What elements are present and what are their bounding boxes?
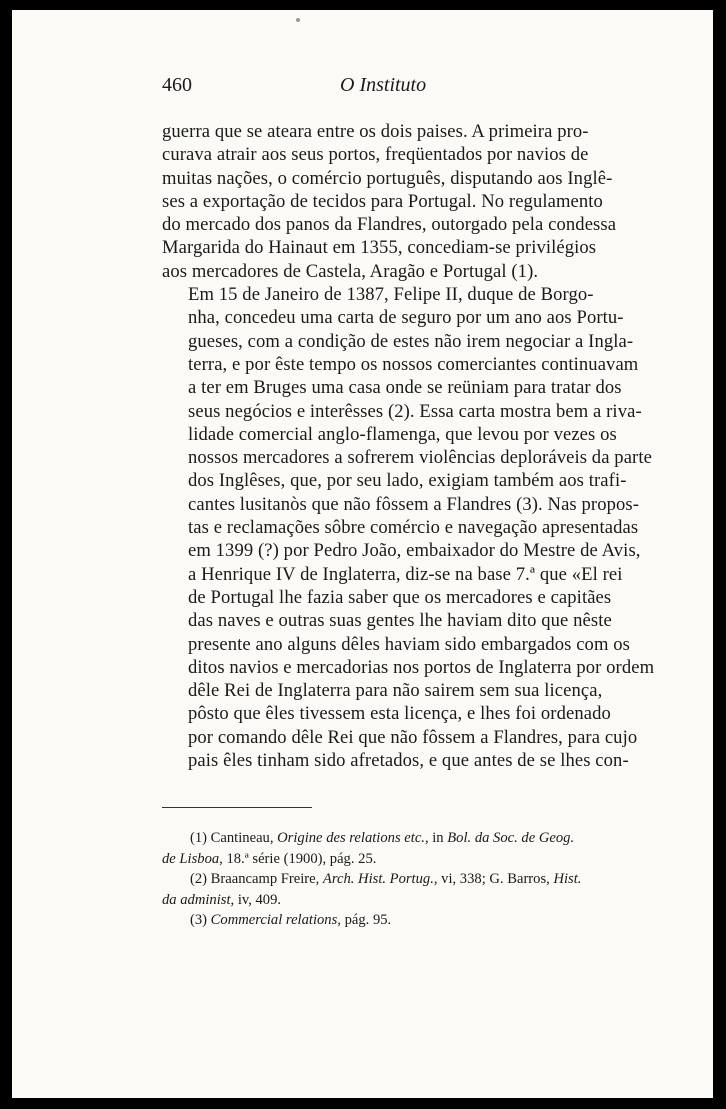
text-line: guerra que se ateara entre os dois paises. A primeira pro-: [162, 121, 589, 142]
text-line: ses a exportação de tecidos para Portugal. No regulamento: [162, 190, 603, 212]
footnote-text: Arch. Hist. Portug.: [322, 871, 434, 887]
footnote-text: , pág. 95.: [337, 912, 392, 928]
footnote-text: Origine des relations etc.: [277, 830, 425, 846]
footnote-line: [162, 849, 652, 870]
footnote-marker: (3): [190, 912, 211, 928]
footnote-2: [162, 869, 652, 910]
text-line: aos mercadores de Castela, Aragão e Portugal (1).: [162, 260, 539, 282]
document-page: [12, 10, 713, 1098]
text-line: do mercado dos panos da Flandres, outorgado pela condessa: [162, 214, 617, 236]
footnote-text: Commercial relations: [210, 912, 338, 928]
text-line: Margarida do Hainaut em 1355, concediam-se privilégios: [162, 237, 597, 259]
text-line: gueses, com a condição de estes não irem negociar a Ingla-: [188, 330, 634, 352]
text-line: a ter em Bruges uma casa onde se reüniam para tratar dos: [188, 377, 622, 399]
paragraph-1: [162, 120, 650, 283]
footnote-line: [162, 828, 652, 849]
text-line: pôsto que êles tivessem esta licença, e lhes foi ordenado: [188, 703, 611, 725]
text-line: seus negócios e interêsses (2). Essa carta mostra bem a riva-: [188, 400, 642, 422]
footnote-3: [162, 910, 652, 931]
text-line: nha, concedeu uma carta de seguro por um ano aos Portu-: [188, 307, 624, 329]
text-line: dêle Rei de Inglaterra para não sairem sem sua licença,: [188, 680, 603, 702]
text-line: terra, e por êste tempo os nossos comerciantes continuavam: [188, 353, 639, 375]
text-line: Em 15 de Janeiro de 1387, Felipe II, duque de Borgo-: [188, 284, 594, 306]
footnote-text: Braancamp Freire,: [210, 871, 323, 887]
text-line: cantes lusitanòs que não fôssem a Flandres (3). Nas propos-: [188, 493, 640, 515]
footnote-text: , in: [424, 830, 448, 846]
paragraph-2: [162, 283, 655, 772]
page-number: 460: [162, 74, 192, 96]
footnote-text: Cantineau,: [210, 830, 278, 846]
footnote-text: , 18.ª série (1900), pág. 25.: [219, 850, 377, 867]
text-line: nossos mercadores a sofrerem violências deploráveis da parte: [188, 447, 652, 469]
text-line: tas e reclamações sôbre comércio e navegação apresentadas: [188, 517, 639, 539]
text-line: das naves e outras suas gentes lhe haviam dito que nêste: [188, 610, 612, 632]
footnote-line: [162, 869, 652, 890]
footnote-line: [162, 890, 652, 911]
text-line: ditos navios e mercadorias nos portos de Inglaterra por ordem: [188, 656, 655, 678]
text-line: dos Inglêses, que, por seu lado, exigiam também aos trafi-: [188, 470, 627, 492]
page-header: [162, 74, 652, 100]
text-line: de Portugal lhe fazia saber que os mercadores e capitães: [188, 586, 612, 608]
footnote-text: Bol. da Soc. de Geog.: [447, 830, 575, 846]
footnote-line: [162, 910, 652, 931]
footnote-text: , vi, 338; G. Barros,: [433, 871, 554, 887]
footnote-text: Hist.: [553, 871, 582, 887]
text-line: muitas nações, o comércio português, disputando aos Inglê-: [162, 167, 613, 189]
footnote-text: da administ: [162, 891, 231, 908]
text-line: a Henrique IV de Inglaterra, diz-se na base 7.ª que «El rei: [188, 563, 623, 585]
text-line: lidade comercial anglo-flamenga, que levou por vezes os: [188, 423, 617, 445]
footnote-text: de Lisboa: [162, 850, 220, 867]
text-line: curava atrair aos seus portos, freqüentados por navios de: [162, 144, 589, 166]
footnotes: [162, 828, 652, 931]
footnote-marker: (1): [190, 830, 211, 846]
body-text: [162, 120, 655, 772]
footnote-marker: (2): [190, 871, 211, 887]
text-line: presente ano alguns dêles haviam sido embargados com os: [188, 633, 630, 655]
text-line: por comando dêle Rei que não fôssem a Flandres, para cujo: [188, 726, 638, 748]
footnote-text: , iv, 409.: [230, 891, 282, 908]
footnote-1: [162, 828, 652, 869]
text-line: pais êles tinham sido afretados, e que antes de se lhes con-: [188, 750, 629, 772]
text-line: em 1399 (?) por Pedro João, embaixador do Mestre de Avis,: [188, 540, 641, 562]
scan-speck: [296, 18, 300, 22]
footnote-separator: [162, 807, 312, 808]
running-title: O Instituto: [340, 74, 427, 96]
